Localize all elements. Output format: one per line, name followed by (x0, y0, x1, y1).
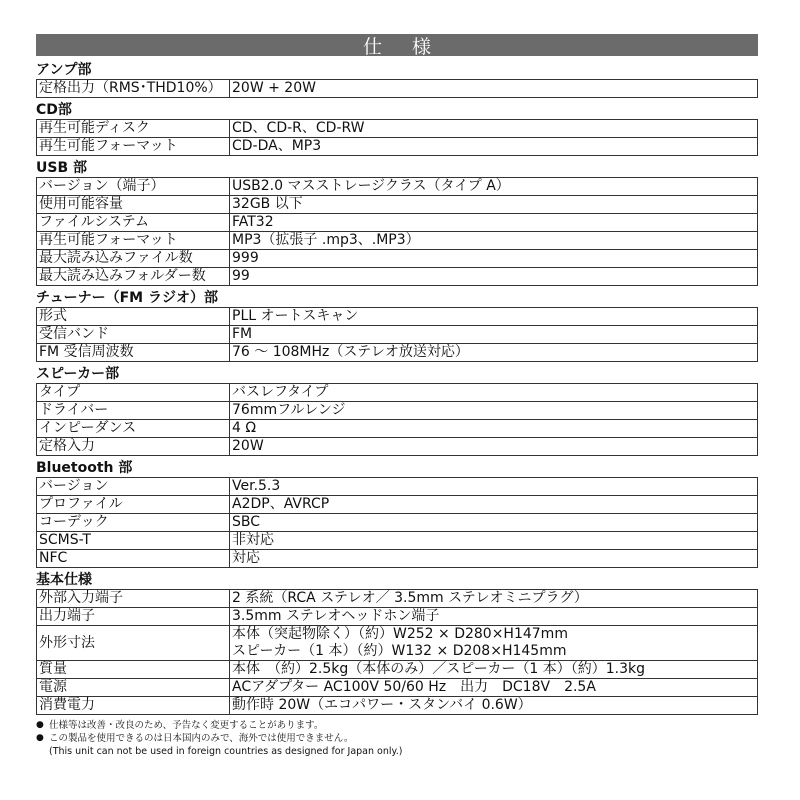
spec-value (230, 532, 758, 550)
table-row (37, 138, 758, 156)
spec-value (230, 550, 758, 568)
section-title: USB 部 (36, 160, 87, 176)
spec-value (230, 438, 758, 456)
spec-label: FM 受信周波数 (37, 344, 230, 362)
spec-label: 最大読み込みフォルダー数 (37, 268, 230, 286)
spec-value-line: 99 (232, 268, 250, 284)
spec-value-line: SBC (232, 514, 261, 530)
spec-value (230, 661, 758, 679)
spec-page (36, 34, 758, 758)
spec-value-line: 76 ～ 108MHz（ステレオ放送対応） (232, 344, 469, 360)
spec-label: ドライバー (37, 402, 230, 420)
spec-value (230, 308, 758, 326)
table-row (37, 496, 758, 514)
spec-table (36, 79, 758, 98)
spec-label: 外形寸法 (37, 626, 230, 661)
spec-label: 受信バンド (37, 326, 230, 344)
spec-value-line: Ver.5.3 (232, 478, 281, 494)
table-row (37, 590, 758, 608)
spec-value (230, 679, 758, 697)
table-row (37, 384, 758, 402)
spec-value (230, 214, 758, 232)
spec-value-line: 本体 （約）2.5kg（本体のみ）／スピーカー（1 本）（約）1.3kg (232, 661, 646, 677)
table-row (37, 661, 758, 679)
table-row (37, 326, 758, 344)
spec-value-line: PLL オートスキャン (232, 308, 359, 324)
table-row (37, 344, 758, 362)
table-row (37, 196, 758, 214)
section-title: Bluetooth 部 (36, 460, 133, 476)
spec-value-line: 3.5mm ステレオヘッドホン端子 (232, 608, 440, 624)
spec-value-line: 対応 (232, 550, 260, 566)
note-item (36, 719, 758, 732)
table-row (37, 608, 758, 626)
table-row (37, 120, 758, 138)
section-title: 基本仕様 (36, 572, 92, 588)
spec-value (230, 232, 758, 250)
spec-value (230, 514, 758, 532)
section-title: CD部 (36, 102, 72, 118)
table-row (37, 268, 758, 286)
spec-label: SCMS-T (37, 532, 230, 550)
spec-label: 質量 (37, 661, 230, 679)
spec-value (230, 697, 758, 715)
bullet-icon: ● (36, 733, 44, 743)
spec-label: 消費電力 (37, 697, 230, 715)
table-row (37, 514, 758, 532)
table-row (37, 626, 758, 661)
spec-value (230, 268, 758, 286)
spec-table (36, 589, 758, 715)
spec-table (36, 177, 758, 286)
spec-value-line: 20W (232, 438, 264, 454)
spec-value-line: 20W + 20W (232, 80, 316, 96)
spec-label: インピーダンス (37, 420, 230, 438)
spec-value-line: MP3（拡張子 .mp3、.MP3） (232, 232, 420, 248)
table-row (37, 250, 758, 268)
spec-value-line: FAT32 (232, 214, 274, 230)
spec-value (230, 250, 758, 268)
spec-title: 仕様 (362, 35, 461, 58)
spec-value (230, 138, 758, 156)
table-row (37, 214, 758, 232)
spec-value (230, 478, 758, 496)
spec-label: NFC (37, 550, 230, 568)
spec-value (230, 80, 758, 98)
spec-value (230, 384, 758, 402)
spec-value (230, 626, 758, 661)
spec-value (230, 402, 758, 420)
spec-value (230, 590, 758, 608)
spec-value-line: USB2.0 マスストレージクラス（タイプ A） (232, 178, 510, 194)
section-title: スピーカー部 (36, 366, 120, 382)
spec-label: 外部入力端子 (37, 590, 230, 608)
table-row (37, 308, 758, 326)
table-row (37, 402, 758, 420)
spec-table (36, 477, 758, 568)
spec-label: 使用可能容量 (37, 196, 230, 214)
spec-value-line: 非対応 (232, 532, 274, 548)
spec-value-line: 999 (232, 250, 259, 266)
spec-value (230, 420, 758, 438)
note-item (36, 732, 758, 745)
table-row (37, 178, 758, 196)
spec-label: 定格入力 (37, 438, 230, 456)
note-text: この製品を使用できるのは日本国内のみで、海外では使用できません。 (49, 733, 354, 744)
spec-value (230, 196, 758, 214)
spec-value-line: CD、CD-R、CD-RW (232, 120, 365, 136)
spec-label: 再生可能フォーマット (37, 138, 230, 156)
table-row (37, 80, 758, 98)
spec-table (36, 119, 758, 156)
table-row (37, 478, 758, 496)
spec-value-line: スピーカー（1 本）（約）W132 × D208×H145mm (232, 643, 567, 659)
notes (36, 719, 758, 758)
table-row (37, 532, 758, 550)
spec-value (230, 496, 758, 514)
spec-value (230, 608, 758, 626)
table-row (37, 420, 758, 438)
spec-title-bar (36, 34, 758, 56)
spec-table (36, 307, 758, 362)
spec-value (230, 178, 758, 196)
spec-value (230, 344, 758, 362)
spec-value-line: FM (232, 326, 253, 342)
spec-value-line: 動作時 20W（エコパワー・スタンバイ 0.6W） (232, 697, 532, 713)
spec-value-line: 4 Ω (232, 420, 257, 436)
spec-label: 再生可能ディスク (37, 120, 230, 138)
spec-table (36, 383, 758, 456)
spec-label: 定格出力（RMS･THD10%） (37, 80, 230, 98)
spec-label: バージョン (37, 478, 230, 496)
spec-value-line: A2DP、AVRCP (232, 496, 330, 512)
spec-value-line: バスレフタイプ (232, 384, 329, 400)
spec-label: プロファイル (37, 496, 230, 514)
bullet-icon: ● (36, 720, 44, 730)
table-row (37, 550, 758, 568)
spec-label: バージョン（端子） (37, 178, 230, 196)
spec-sections (36, 62, 758, 715)
spec-label: 再生可能フォーマット (37, 232, 230, 250)
spec-value-line: 本体（突起物除く）（約）W252 × D280×H147mm (232, 626, 568, 642)
spec-value-line: 32GB 以下 (232, 196, 303, 212)
spec-label: コーデック (37, 514, 230, 532)
spec-label: 出力端子 (37, 608, 230, 626)
table-row (37, 697, 758, 715)
table-row (37, 232, 758, 250)
note-english: (This unit can not be used in foreign countries as designed for Japan only.) (49, 746, 403, 757)
section-title: チューナー（FM ラジオ）部 (36, 290, 218, 306)
spec-value-line: 76mmフルレンジ (232, 402, 346, 418)
spec-label: 電源 (37, 679, 230, 697)
table-row (37, 438, 758, 456)
note-text: 仕様等は改善・改良のため、予告なく変更することがあります。 (49, 720, 324, 731)
spec-value (230, 326, 758, 344)
spec-value-line: ACアダプター AC100V 50/60 Hz 出力 DC18V 2.5A (232, 679, 596, 695)
table-row (37, 679, 758, 697)
spec-label: ファイルシステム (37, 214, 230, 232)
spec-label: タイプ (37, 384, 230, 402)
spec-value-line: 2 系統（RCA ステレオ／ 3.5mm ステレオミニプラグ） (232, 590, 588, 606)
section-title: アンプ部 (36, 62, 92, 78)
spec-value (230, 120, 758, 138)
spec-value-line: CD-DA、MP3 (232, 138, 322, 154)
spec-label: 形式 (37, 308, 230, 326)
spec-label: 最大読み込みファイル数 (37, 250, 230, 268)
